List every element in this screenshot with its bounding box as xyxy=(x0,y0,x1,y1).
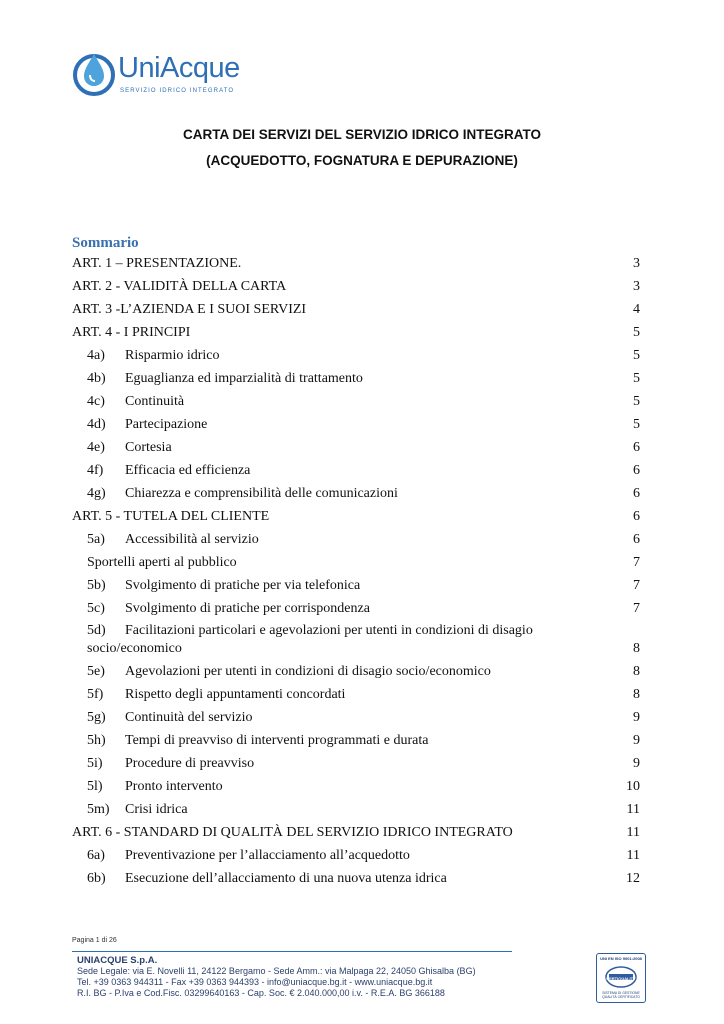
toc-entry[interactable] xyxy=(72,413,640,436)
footer-registry: R.I. BG - P.Iva e Cod.Fisc. 03299640163 - Cap. Soc. € 2.040.000,00 i.v. - R.E.A. BG 366188 xyxy=(77,988,445,998)
toc-entry-label: Efficacia ed efficienza xyxy=(125,463,251,478)
toc-entry-page: 5 xyxy=(633,394,640,409)
toc-entry-page: 9 xyxy=(633,710,640,725)
toc-entry-number: 4e) xyxy=(87,440,105,455)
toc-entry[interactable] xyxy=(72,752,640,775)
toc-entry[interactable] xyxy=(72,367,640,390)
toc-entry-label: Sportelli aperti al pubblico xyxy=(87,555,237,570)
toc-entry-label: Cortesia xyxy=(125,440,172,455)
toc-entry-page: 11 xyxy=(626,825,640,840)
toc-entry[interactable] xyxy=(72,551,640,574)
toc-entry[interactable] xyxy=(72,620,640,660)
toc-entry-number: 5e) xyxy=(87,664,105,679)
toc-entry-label: Preventivazione per l’allacciamento all’acquedotto xyxy=(125,848,410,863)
toc-entry-page: 6 xyxy=(633,463,640,478)
toc-entry-page: 5 xyxy=(633,417,640,432)
toc-entry-label: ART. 1 – PRESENTAZIONE. xyxy=(72,256,242,271)
document-title-line2: (ACQUEDOTTO, FOGNATURA E DEPURAZIONE) xyxy=(206,153,518,168)
toc-entry-label: ART. 5 - TUTELA DEL CLIENTE xyxy=(72,509,270,524)
toc-entry[interactable] xyxy=(72,867,640,890)
toc-entry-number: 6b) xyxy=(87,871,106,886)
toc-entry-page: 11 xyxy=(626,802,640,817)
toc-entry-page: 9 xyxy=(633,733,640,748)
toc-entry-page: 3 xyxy=(633,256,640,271)
toc-entry-page: 6 xyxy=(633,532,640,547)
toc-entry-label: Rispetto degli appuntamenti concordati xyxy=(125,687,346,702)
toc-entry-label: Continuità xyxy=(125,394,185,409)
toc-entry[interactable] xyxy=(72,844,640,867)
toc-entry-number: 4b) xyxy=(87,371,106,386)
toc-entry[interactable] xyxy=(72,459,640,482)
toc-entry-page: 7 xyxy=(633,601,640,616)
toc-entry-page: 6 xyxy=(633,440,640,455)
toc-entry-label: Partecipazione xyxy=(125,417,208,432)
toc-entry-number: 4f) xyxy=(87,463,104,478)
toc-entry-label: Svolgimento di pratiche per corrispondenza xyxy=(125,601,370,616)
cert-brand: CERTIQUALITY xyxy=(606,976,636,981)
toc-entry[interactable] xyxy=(72,706,640,729)
footer xyxy=(77,955,476,999)
toc-entry[interactable] xyxy=(72,660,640,683)
uniacque-logo xyxy=(70,48,280,100)
toc-entry[interactable] xyxy=(72,683,640,706)
toc-entry-number: 5d) xyxy=(87,623,106,638)
toc-entry[interactable] xyxy=(72,505,640,528)
toc-entry-page: 3 xyxy=(633,279,640,294)
toc-entry-number: 5g) xyxy=(87,710,106,725)
toc-entry[interactable] xyxy=(72,275,640,298)
toc-entry[interactable] xyxy=(72,390,640,413)
toc-entry[interactable] xyxy=(72,729,640,752)
toc-entry-page: 5 xyxy=(633,348,640,363)
toc-entry-page: 9 xyxy=(633,756,640,771)
toc-entry[interactable] xyxy=(72,344,640,367)
toc-entry-page: 8 xyxy=(633,641,640,656)
toc-entry-number: 6a) xyxy=(87,848,105,863)
toc-entry-label: Chiarezza e comprensibilità delle comunicazioni xyxy=(125,486,398,501)
toc-entry-label: Eguaglianza ed imparzialità di trattamento xyxy=(125,371,363,386)
toc-entry-number: 5i) xyxy=(87,756,103,771)
toc-entry-page: 5 xyxy=(633,325,640,340)
toc-entry[interactable] xyxy=(72,321,640,344)
toc-entry-page: 8 xyxy=(633,664,640,679)
footer-company: UNIACQUE S.p.A. xyxy=(77,955,158,966)
toc-entry-label: Accessibilità al servizio xyxy=(125,532,259,547)
certiquality-badge xyxy=(596,953,646,1003)
cert-standard: UNI EN ISO 9001:2008 xyxy=(600,956,642,961)
toc-entry[interactable] xyxy=(72,436,640,459)
logo-tagline: SERVIZIO IDRICO INTEGRATO xyxy=(120,88,235,94)
toc-entry[interactable] xyxy=(72,298,640,321)
toc-entry-number: 5m) xyxy=(87,802,110,817)
toc-entry-number: 4g) xyxy=(87,486,106,501)
footer-address: Sede Legale: via E. Novelli 11, 24122 Bergamo - Sede Amm.: via Malpaga 22, 24050 Ghisalba (BG) xyxy=(77,966,476,976)
toc-entry-page: 8 xyxy=(633,687,640,702)
toc-entry-label: Svolgimento di pratiche per via telefonica xyxy=(125,578,361,593)
table-of-contents xyxy=(72,252,640,890)
toc-entry-label: ART. 3 -L’AZIENDA E I SUOI SERVIZI xyxy=(72,302,307,317)
document-title-line1: CARTA DEI SERVIZI DEL SERVIZIO IDRICO INTEGRATO xyxy=(182,127,542,142)
toc-entry-label-continued: socio/economico xyxy=(87,641,182,656)
toc-entry[interactable] xyxy=(72,528,640,551)
toc-entry-number: 5l) xyxy=(87,779,103,794)
toc-entry-page: 7 xyxy=(633,578,640,593)
toc-entry-label: Continuità del servizio xyxy=(125,710,253,725)
toc-entry-number: 4c) xyxy=(87,394,105,409)
toc-entry[interactable] xyxy=(72,798,640,821)
toc-entry-label: Procedure di preavviso xyxy=(125,756,255,771)
toc-entry-page: 6 xyxy=(633,486,640,501)
toc-entry-number: 4a) xyxy=(87,348,105,363)
toc-entry[interactable] xyxy=(72,252,640,275)
toc-entry-label: ART. 2 - VALIDITÀ DELLA CARTA xyxy=(72,279,287,294)
toc-entry-label: Risparmio idrico xyxy=(125,348,220,363)
toc-entry-label: Facilitazioni particolari e agevolazioni per utenti in condizioni di disagio xyxy=(125,623,533,638)
toc-entry-page: 6 xyxy=(633,509,640,524)
toc-entry[interactable] xyxy=(72,482,640,505)
cert-caption: SISTEMA DI GESTIONE QUALITÀ CERTIFICATO xyxy=(602,991,640,999)
toc-entry-number: 5f) xyxy=(87,687,104,702)
page-number: Pagina 1 di 26 xyxy=(72,937,117,944)
toc-entry-label: Crisi idrica xyxy=(125,802,188,817)
toc-entry-page: 5 xyxy=(633,371,640,386)
toc-entry-label: Esecuzione dell’allacciamento di una nuova utenza idrica xyxy=(125,871,447,886)
toc-entry[interactable] xyxy=(72,574,640,597)
toc-entry-page: 4 xyxy=(633,302,640,317)
toc-entry[interactable] xyxy=(72,775,640,798)
toc-entry-label: ART. 4 - I PRINCIPI xyxy=(72,325,191,340)
toc-entry-page: 7 xyxy=(633,555,640,570)
summary-heading: Sommario xyxy=(72,235,139,251)
footer-contacts: Tel. +39 0363 944311 - Fax +39 0363 944393 - info@uniacque.bg.it - www.uniacque.bg.it xyxy=(77,977,433,987)
toc-entry-label: Tempi di preavviso di interventi programmati e durata xyxy=(125,733,429,748)
footer-divider xyxy=(72,951,512,952)
logo-wordmark: UniAcque xyxy=(118,52,240,84)
toc-entry-number: 5h) xyxy=(87,733,106,748)
toc-entry[interactable] xyxy=(72,597,640,620)
toc-entry-page: 10 xyxy=(626,779,640,794)
toc-entry-label: Agevolazioni per utenti in condizioni di disagio socio/economico xyxy=(125,664,491,679)
toc-entry-number: 5a) xyxy=(87,532,105,547)
water-drop-icon xyxy=(70,48,118,96)
toc-entry-page: 11 xyxy=(626,848,640,863)
toc-entry-label: Pronto intervento xyxy=(125,779,223,794)
toc-entry[interactable] xyxy=(72,821,640,844)
toc-entry-number: 5c) xyxy=(87,601,105,616)
toc-entry-number: 5b) xyxy=(87,578,106,593)
toc-entry-page: 12 xyxy=(626,871,640,886)
toc-entry-label: ART. 6 - STANDARD DI QUALITÀ DEL SERVIZIO IDRICO INTEGRATO xyxy=(72,825,513,840)
toc-entry-number: 4d) xyxy=(87,417,106,432)
